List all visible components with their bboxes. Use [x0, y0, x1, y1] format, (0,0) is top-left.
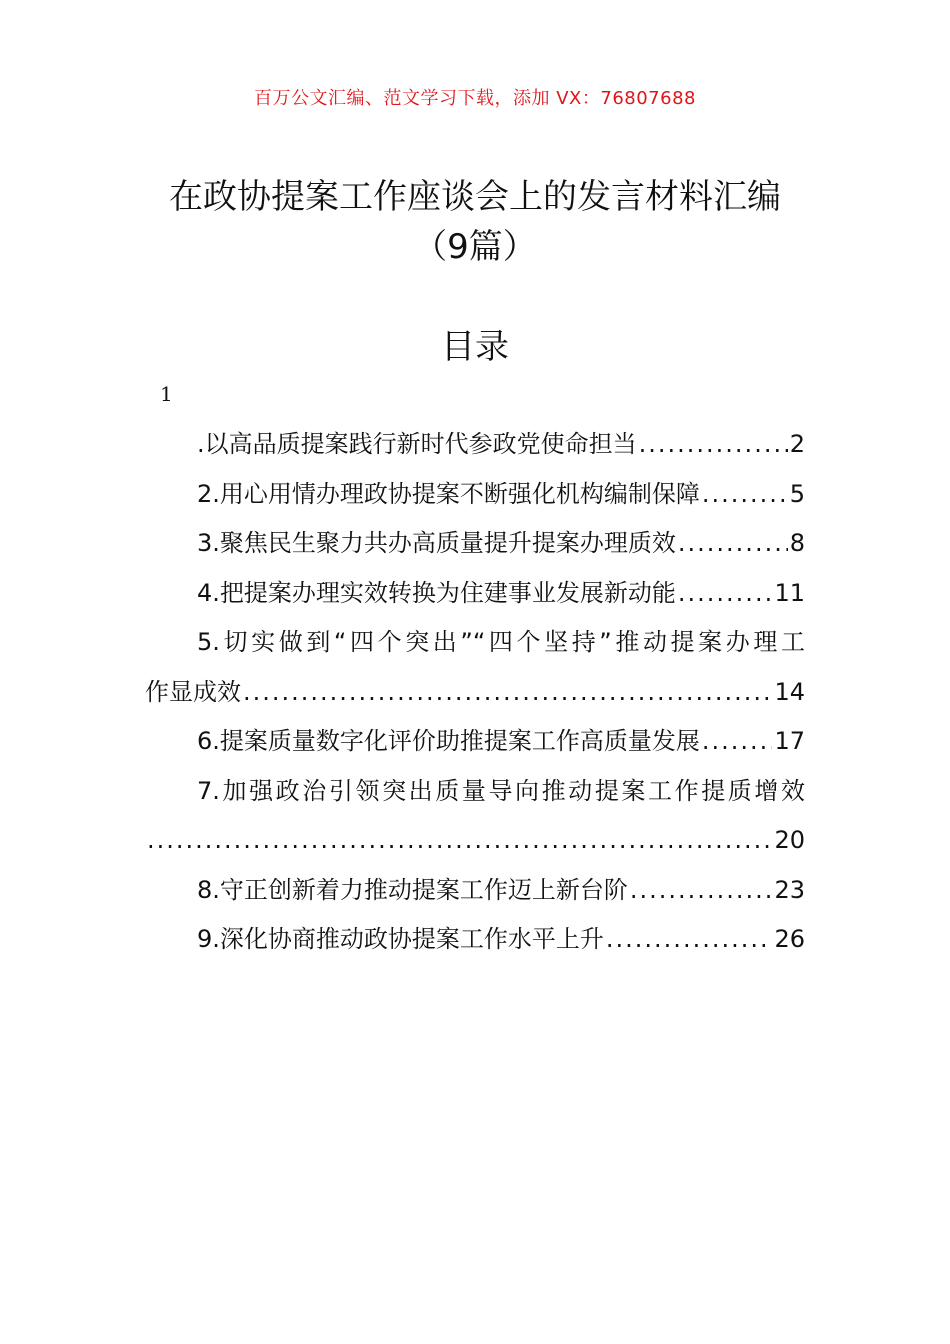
toc-entry-8[interactable] [145, 866, 805, 916]
toc-entry-title-line1: 5.切实做到“四个突出”“四个坚持”推动提案办理工 [197, 628, 805, 656]
toc-entry-page: 23 [774, 875, 805, 904]
toc-entry-title: 4.把提案办理实效转换为住建事业发展新动能 [197, 578, 676, 607]
toc-entry-page: 8 [789, 529, 805, 557]
toc-entry-page: 20 [774, 826, 805, 854]
toc-entry-2[interactable] [145, 470, 805, 520]
toc-entry-title: 6.提案质量数字化评价助推提案工作高质量发展 [197, 727, 700, 755]
toc-entry-page: 5 [789, 479, 805, 508]
title-line-1: 在政协提案工作座谈会上的发言材料汇编 [169, 177, 781, 217]
toc-entry-title: .以高品质提案践行新时代参政党使命担当 [197, 430, 637, 458]
dot-leader [678, 519, 788, 569]
dot-leader [606, 915, 773, 965]
page-marker: 1 [160, 382, 173, 406]
toc-entry-title: 8.守正创新着力推动提案工作迈上新台阶 [197, 875, 628, 904]
toc-entry-title: 9.深化协商推动政协提案工作水平上升 [197, 925, 604, 953]
toc-entry-title-line1: 7.加强政治引领突出质量导向推动提案工作提质增效 [197, 776, 805, 805]
toc-entry-7[interactable] [145, 767, 805, 866]
toc-entry-page: 11 [774, 578, 805, 607]
dot-leader [630, 866, 773, 916]
table-of-contents [145, 420, 805, 965]
toc-entry-page: 2 [789, 430, 805, 458]
title-line-2: （9篇） [413, 227, 537, 267]
toc-heading: 目录 [441, 327, 509, 367]
toc-entry-page: 26 [774, 925, 805, 953]
toc-entry-title-line2: 作显成效 [145, 677, 241, 706]
toc-entry-3[interactable] [145, 519, 805, 569]
toc-entry-9[interactable] [145, 915, 805, 965]
dot-leader [639, 420, 788, 470]
toc-entry-title: 3.聚焦民生聚力共办高质量提升提案办理质效 [197, 529, 676, 557]
dot-leader [702, 470, 788, 520]
watermark-banner: 百万公文汇编、范文学习下载，添加 VX：76807688 [254, 88, 696, 109]
dot-leader [147, 816, 772, 866]
dot-leader [678, 569, 773, 619]
dot-leader [702, 717, 773, 767]
toc-entry-title: 2.用心用情办理政协提案不断强化机构编制保障 [197, 479, 700, 508]
toc-entry-page: 14 [774, 677, 805, 706]
document-title [0, 172, 950, 272]
toc-entry-6[interactable] [145, 717, 805, 767]
toc-entry-4[interactable] [145, 569, 805, 619]
dot-leader [243, 668, 772, 718]
toc-entry-5[interactable] [145, 618, 805, 717]
toc-entry-page: 17 [774, 727, 805, 755]
toc-entry-1[interactable] [145, 420, 805, 470]
